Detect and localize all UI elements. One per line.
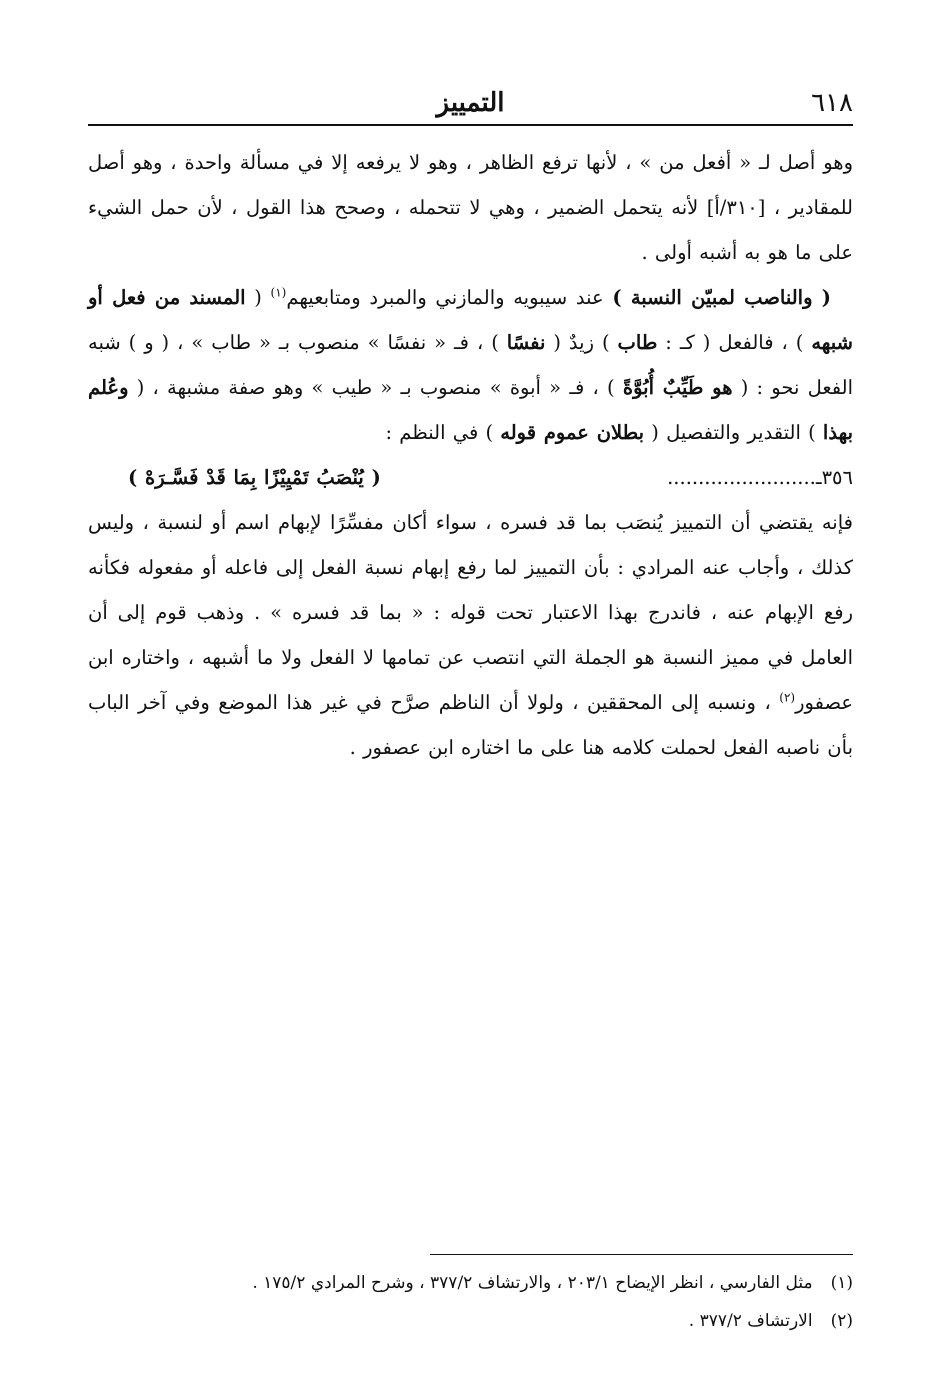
text-run: ، ونسبه إلى المحققين ، ولولا أن الناظم صرَّح في غير هذا الموضع وفي آخر الباب بأن ناصبه الفعل لحملت كلامه هنا على ما اختاره ابن عصفور . [88,691,853,759]
bold-phrase: بطلان عموم قوله [500,421,645,444]
chapter-title: التمييز [436,88,505,118]
verse-line [88,455,853,500]
paragraph-2 [88,275,853,455]
footnote-label: (٢) [830,1311,853,1331]
bold-phrase: المسند من فعل أو شبهه [88,286,853,354]
bold-phrase: طاب [617,331,658,354]
footnote-label: (١) [830,1273,853,1293]
bold-phrase: وعُلم بهذا [88,376,853,444]
bold-phrase: نفسًا [506,331,546,354]
text-run: ) التقدير والتفصيل ( [644,421,823,444]
text-run: ) في النظم : [385,421,501,444]
bold-phrase: هو طَيِّبٌ أُبُوَّةً [622,376,733,399]
footnote-ref-2[interactable]: (٢) [779,690,796,705]
main-text [88,140,853,770]
text-run: عند سيبويه والمازني والمبرد ومتابعيهم [286,286,613,309]
paragraph-3 [88,500,853,770]
footnote-rule [430,1254,853,1255]
verse-number: ٣٥٦ـ........................ [667,466,853,489]
footnote-ref-1[interactable]: (١) [270,285,287,300]
text-run: ) ، فـ « نفسًا » منصوب بـ « طاب » ، ( و ) شبه الفعل نحو : ( [88,331,854,399]
header-rule [88,124,853,126]
footnote-1 [88,1264,853,1302]
footnote-text: الارتشاف ٣٧٧/٢ . [688,1311,813,1331]
bold-phrase: ( والناصب لمبيّن النسبة ) [612,286,831,309]
text-run: ) زيدٌ ( [545,331,618,354]
text-run: ) ، فـ « أبوة » منصوب بـ « طيب » وهو صفة مشبهة ، ( [128,376,623,399]
verse-text: ( يُنْصَبُ تَمْيِيْزًا بِمَا قَدْ فَسَّـرَهْ ) [128,466,381,489]
text-run: ) ، فالفعل ( كـ : [657,331,812,354]
text-run: ( [245,286,271,309]
page-header [88,88,853,124]
footnotes [88,1264,853,1340]
page-number: ٦١٨ [811,88,853,118]
footnote-text: مثل الفارسي ، انظر الإيضاح ٢٠٣/١ ، والارتشاف ٣٧٧/٢ ، وشرح المرادي ١٧٥/٢ . [252,1273,813,1293]
footnote-2 [88,1302,853,1340]
text-run: فإنه يقتضي أن التمييز يُنصَب بما قد فسره ، سواء أكان مفسِّرًا لإبهام اسم أو لنسبة ، وليس كذلك ، وأجاب عنه المرادي : بأن التمييز لما رفع إبهام نسبة الفعل إلى فاعله أو مفعوله فكأنه رفع الإبهام عنه ، فاندرج بهذا الاعتبار تحت قوله : « بما قد فسره » . وذهب قوم إلى أن العامل في مميز النسبة هو الجملة التي انتصب عن تمامها لا الفعل ولا ما أشبهه ، واختاره ابن عصفور [88,511,853,714]
paragraph-1: وهو أصل لـ « أفعل من » ، لأنها ترفع الظاهر ، وهو لا يرفعه إلا في مسألة واحدة ، وهو أصل للمقادير ، [٣١٠/أ] لأنه يتحمل الضمير ، وهي لا تتحمله ، وصحح هذا القول ، لأن حمل الشيء على ما هو به أشبه أولى . [88,151,853,264]
